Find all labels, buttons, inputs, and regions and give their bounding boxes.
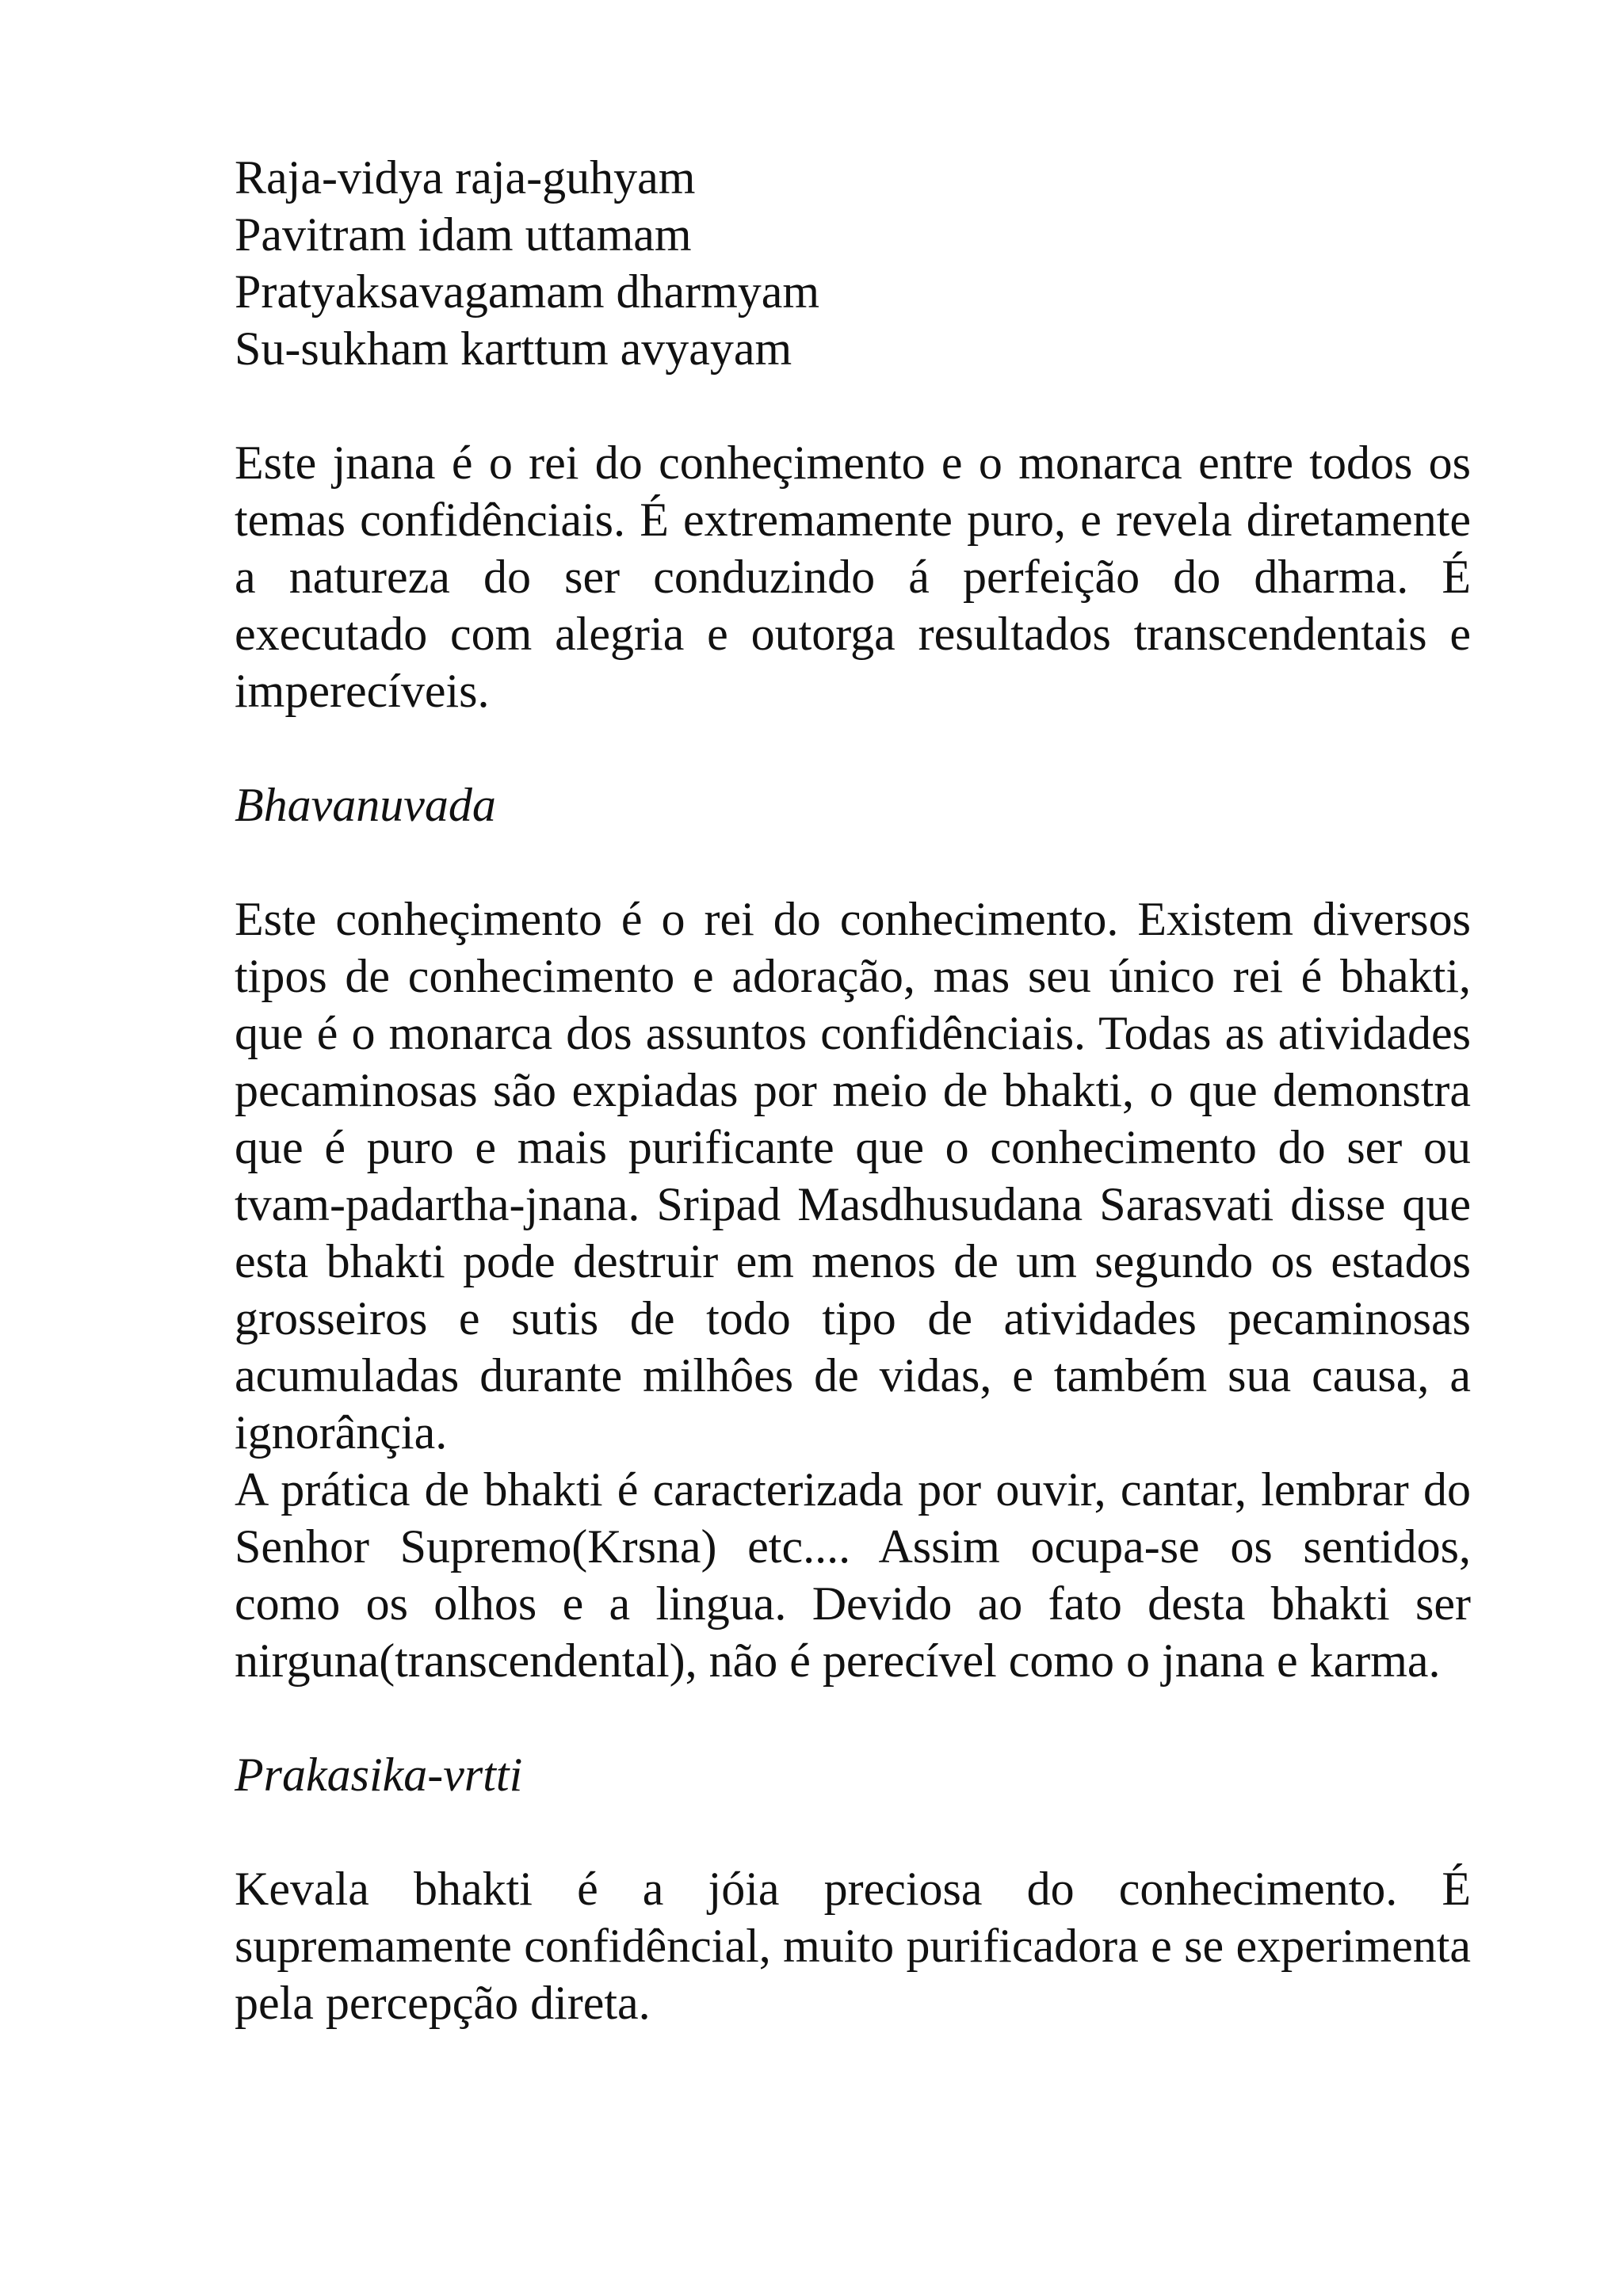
sanskrit-verse	[235, 149, 1471, 377]
translation-paragraph: Este jnana é o rei do conheçimento e o monarca entre todos os temas confidênciais. É extremamente puro, e revela diretamente a natureza do ser conduzindo á perfeição do dharma. É executado com alegria e outorga resultados transcendentais e imperecíveis.	[235, 437, 1471, 717]
document-page	[235, 149, 1471, 2031]
verse-line-1: Raja-vidya raja-guhyam	[235, 151, 696, 204]
verse-line-3: Pratyaksavagamam dharmyam	[235, 265, 820, 318]
prakasika-heading: Prakasika-vrtti	[235, 1749, 523, 1801]
verse-line-2: Pavitram idam uttamam	[235, 208, 692, 261]
prakasika-paragraph: Kevala bhakti é a jóia preciosa do conhecimento. É supremamente confidêncial, muito purificadora e se experimenta pela percepção direta.	[235, 1863, 1471, 2029]
bhavanuvada-paragraph-2: A prática de bhakti é caracterizada por ouvir, cantar, lembrar do Senhor Supremo(Krsna) etc.... Assim ocupa-se os sentidos, como os olhos e a lingua. Devido ao fato desta bhakti ser nirguna(transcendental), não é perecível como o jnana e karma.	[235, 1463, 1471, 1687]
verse-line-4: Su-sukham karttum avyayam	[235, 322, 792, 375]
bhavanuvada-heading: Bhavanuvada	[235, 779, 496, 831]
bhavanuvada-paragraph-1: Este conheçimento é o rei do conhecimento. Existem diversos tipos de conhecimento e adoração, mas seu único rei é bhakti, que é o monarca dos assuntos confidênciais. Todas as atividades pecaminosas são expiadas por meio de bhakti, o que demonstra que é puro e mais purificante que o conhecimento do ser ou tvam-padartha-jnana. Sripad Masdhusudana Sarasvati disse que esta bhakti pode destruir em menos de um segundo os estados grosseiros e sutis de todo tipo de atividades pecaminosas acumuladas durante milhôes de vidas, e também sua causa, a ignorânçia.	[235, 893, 1471, 1459]
